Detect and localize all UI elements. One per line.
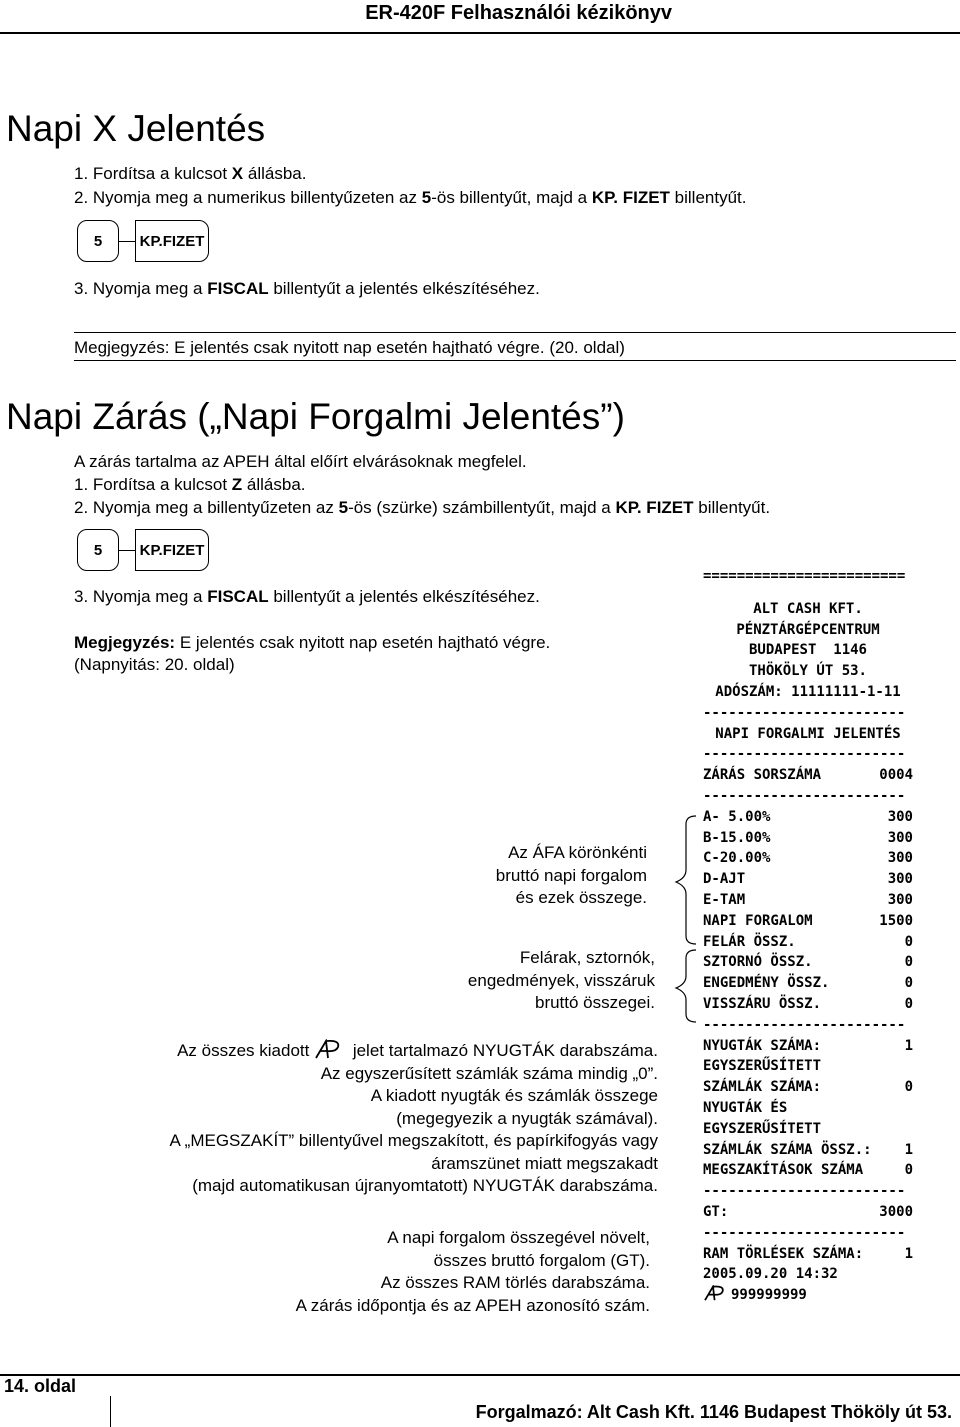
section-x-step-3: 3. Nyomja meg a FISCAL billentyűt a jelentés elkészítéséhez.	[74, 279, 540, 298]
note-rule-top	[74, 332, 956, 333]
header-divider	[0, 32, 960, 34]
annotation-grand-total: A napi forgalom összegével növelt, összes bruttó forgalom (GT). Az összes RAM törlés darabszáma. A zárás időpontja és az APEH azonosító szám.	[295, 1228, 650, 1315]
annotation-brackets	[670, 810, 700, 1030]
section-z-note-line-2: (Napnyitás: 20. oldal)	[74, 655, 235, 674]
section-z-step-3: 3. Nyomja meg a FISCAL billentyűt a jelentés elkészítéséhez.	[74, 587, 540, 606]
section-z-step-2: 2. Nyomja meg a billentyűzeten az 5-ös (szürke) számbillentyűt, majd a KP. FIZET billentyűt.	[74, 498, 771, 517]
receipt-row: B-15.00% 300	[703, 829, 913, 846]
receipt-row: D-AJT 300	[703, 871, 913, 888]
receipt-row: SZTORNÓ ÖSSZ. 0	[703, 954, 913, 971]
receipt-row: C-20.00% 300	[703, 850, 913, 867]
section-x-key-sequence	[77, 220, 211, 264]
note-rule-bottom	[74, 360, 956, 361]
key-kp-fizet: KP.FIZET	[135, 220, 209, 262]
distributor-line: Forgalmazó: Alt Cash Kft. 1146 Budapest Thököly út 53.	[475, 1402, 952, 1422]
receipt-row: FELÁR ÖSSZ. 0	[703, 933, 913, 950]
receipt-row: ENGEDMÉNY ÖSSZ. 0	[703, 975, 913, 992]
section-z-title: Napi Zárás („Napi Forgalmi Jelentés”)	[6, 396, 625, 437]
section-z-key-sequence	[77, 529, 211, 573]
receipt-row: E-TAM 300	[703, 891, 913, 908]
ap-logo-icon	[703, 1285, 731, 1301]
section-z-intro: A zárás tartalma az APEH által előírt elvárásoknak megfelel.	[74, 452, 527, 471]
receipt-row: NAPI FORGALOM 1500	[703, 912, 913, 929]
section-x-step-1: 1. Fordítsa a kulcsot X állásba.	[74, 164, 307, 183]
annotation-vat: Az ÁFA körönkénti bruttó napi forgalom és ezek összege.	[495, 843, 647, 907]
manual-title: ER-420F Felhasználói kézikönyv	[365, 2, 672, 24]
section-x-title: Napi X Jelentés	[6, 108, 266, 149]
key-5: 5	[77, 220, 119, 262]
annotation-surcharges: Felárak, sztornók, engedmények, visszáruk bruttó összegei.	[467, 948, 655, 1012]
section-z-step-1: 1. Fordítsa a kulcsot Z állásba.	[74, 475, 306, 494]
page-number: 14. oldal	[4, 1376, 77, 1396]
annotation-receipts: Az összes kiadott jelet tartalmazó NYUGTÁK darabszáma. Az egyszerűsített számlák száma mindig „0”. A kiadott nyugták és számlák összege (megegyezik a nyugták számával). A „MEGSZAKÍT” billentyűvel megszakított, és papírkifogyás vagy áramszünet miatt megszakadt (majd automatikusan újranyomtatott) NYUGTÁK darabszáma.	[169, 1041, 658, 1195]
receipt-row: A- 5.00% 300	[703, 808, 913, 825]
footer-divider	[0, 1374, 960, 1376]
section-x-note: Megjegyzés: E jelentés csak nyitott nap esetén hajtható végre. (20. oldal)	[74, 338, 625, 357]
ap-logo-icon	[314, 1039, 348, 1059]
key-kp-fizet: KP.FIZET	[135, 529, 209, 571]
section-x-step-2: 2. Nyomja meg a numerikus billentyűzeten az 5-ös billentyűt, majd a KP. FIZET billentyűt.	[74, 188, 747, 207]
section-z-note: Megjegyzés: E jelentés csak nyitott nap esetén hajtható végre.	[74, 633, 551, 652]
z-report-receipt: ======================== ALT CASH KFT. PÉNZTÁRGÉPCENTRUM BUDAPEST 1146 THÖKÖLY ÚT 53. ADÓSZÁM: 11111111-1-11 ------------------------ NAPI FORGALMI JELENTÉS ------------------------ ZÁRÁS SORSZÁMA 0004 ------------------------ A- 5.00% 300 B-15.00% 300 C-20.00% 300 D-AJT 300 E-TAM 300 NAPI FORGALOM 1500 FELÁR ÖSSZ. 0 SZTORNÓ ÖSSZ. 0 ENGEDMÉNY ÖSSZ. 0 VISSZÁRU ÖSSZ. 0 ------------------------ NYUGTÁK SZÁMA: 1 EGYSZERŰSÍTETT SZÁMLÁK SZÁMA: 0 NYUGTÁK ÉS EGYSZERŰSÍTETT SZÁMLÁK SZÁMA ÖSSZ.: 1 MEGSZAKÍTÁSOK SZÁMA 0 ------------------------ GT: 3000 ------------------------ RAM TÖRLÉSEK SZÁMA: 1 2005.09.20 14:32 999999999	[703, 568, 913, 1304]
receipt-row: VISSZÁRU ÖSSZ. 0	[703, 995, 913, 1012]
key-5: 5	[77, 529, 119, 571]
